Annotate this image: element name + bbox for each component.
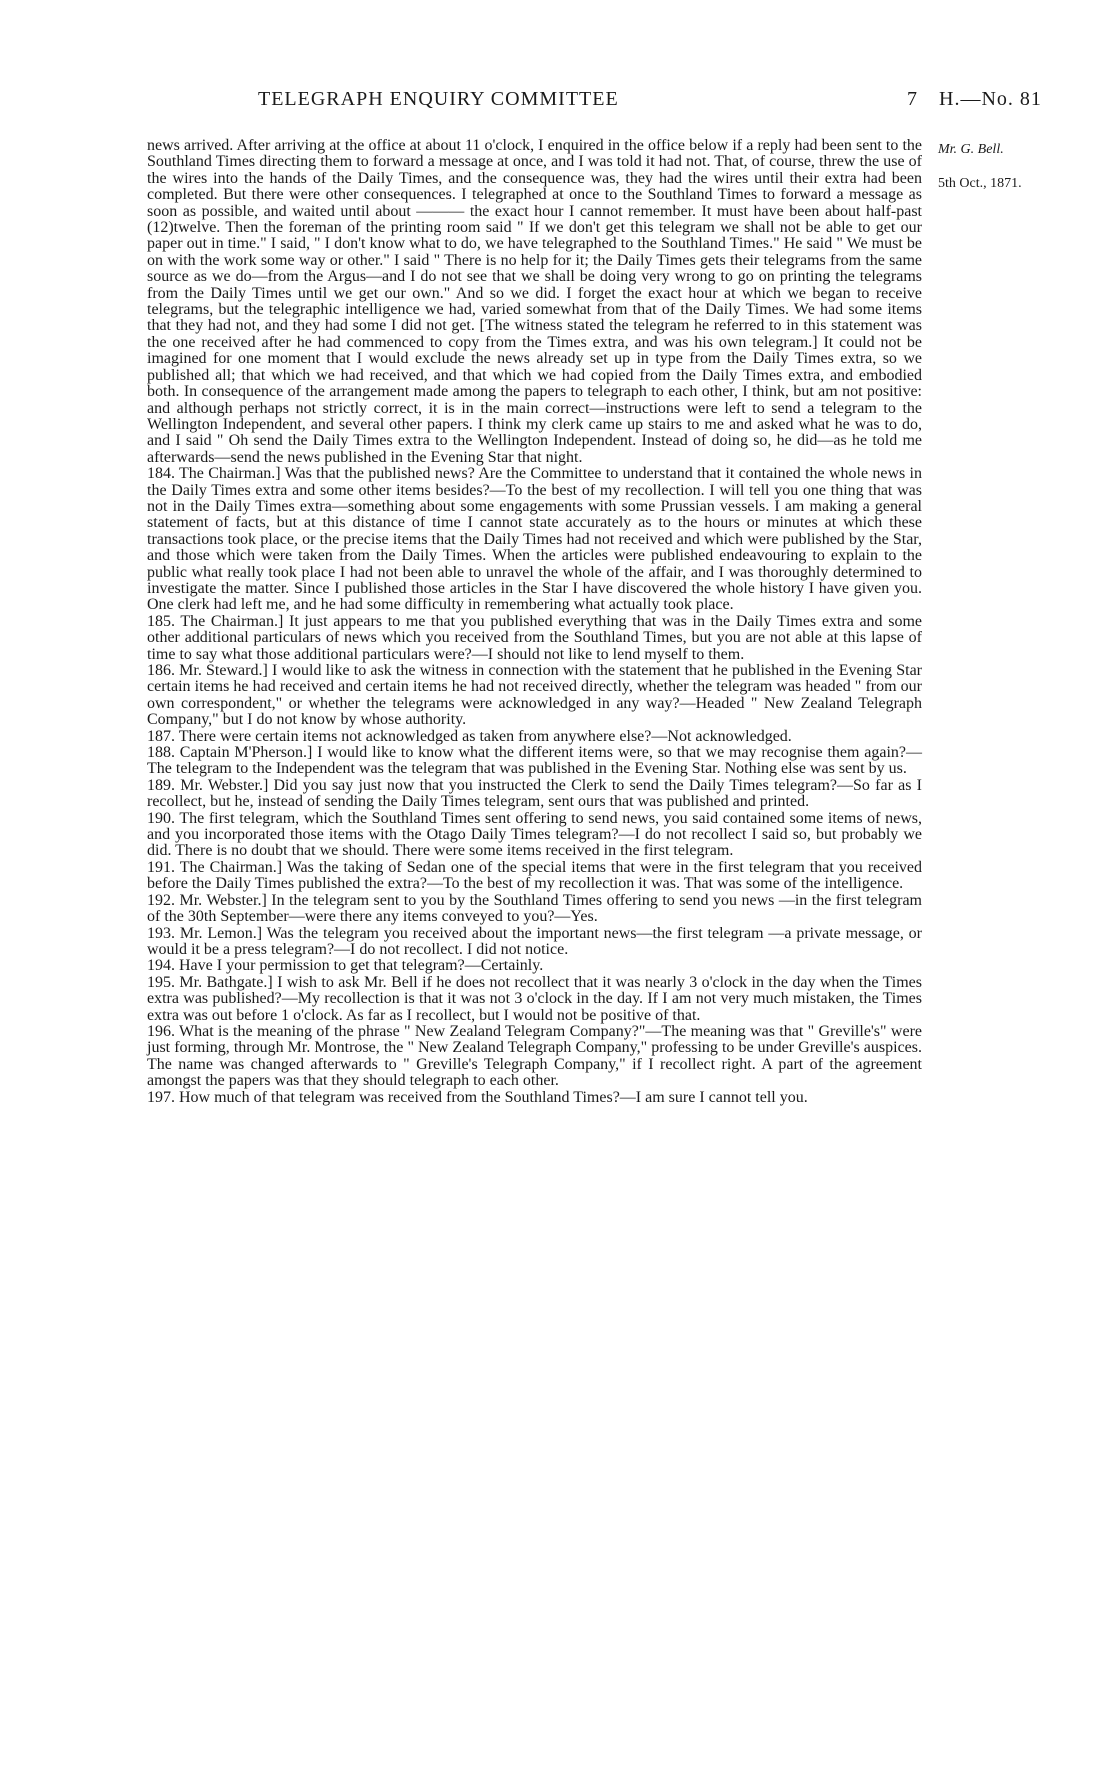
- paragraph-188: 188. Captain M'Pherson.] I would like to know what the different items were, so that we may recognise them again?—The telegram to the Independent was the telegram that was published in the Evening Star. Nothing else was sent by us.: [147, 744, 922, 778]
- paragraph-186: 186. Mr. Steward.] I would like to ask the witness in connection with the statement that he published in the Evening Star certain items he had received and certain items he had not received directly, whether the telegram was headed " from our own correspondent," or whether the telegrams were acknowledged in any way?—Headed " New Zealand Telegraph Company," but I do not know by whose authority.: [147, 662, 922, 729]
- paragraph-195: 195. Mr. Bathgate.] I wish to ask Mr. Bell if he does not recollect that it was nearly 3 o'clock in the day when the Times extra was published?—My recollection is that it was not 3 o'clock in the day. If I am not very much mistaken, the Times extra was out before 1 o'clock. As far as I recollect, but I would not be positive of that.: [147, 973, 922, 1024]
- running-title: TELEGRAPH ENQUIRY COMMITTEE: [258, 88, 619, 110]
- margin-witness-name: Mr. G. Bell.: [938, 142, 1004, 157]
- paragraph-187: 187. There were certain items not acknowledged as taken from anywhere else?—Not acknowledged.: [147, 727, 792, 745]
- paragraph-190: 190. The first telegram, which the Southland Times sent offering to send news, you said contained some items of news, and you incorporated those items with the Otago Daily Times telegram?—I do not recollect I said so, but probably we did. There is no doubt that we should. There were some items received in the first telegram.: [147, 809, 922, 860]
- paragraph-continuation: news arrived. After arriving at the office at about 11 o'clock, I enquired in the office below if a reply had been sent to the Southland Times directing them to forward a message at once, and I was told it had not. That, of course, threw the use of the wires into the hands of the Daily Times, and the consequence was, they had the wires until their extra had been completed. But there were other consequences. I telegraphed at once to the Southland Times to forward a message as soon as possible, and waited until about ——— the exact hour I cannot remember. It must have been about half-past (12)twelve. Then the foreman of the printing room said " If we don't get this telegram we shall not be able to get our paper out in time." I said, " I don't know what to do, we have telegraphed to the Southland Times." He said " We must be on with the work some way or other." I said " There is no help for it; the Daily Times gets their telegrams from the same source as we do—from the Argus—and I do not see that we shall be doing very wrong to go on printing the telegrams from the Daily Times until we get our own." And so we did. I forget the exact hour at which we began to receive telegrams, but the telegraphic intelligence we had, varied somewhat from that of the Daily Times. We had some items that they had not, and they had some I did not get. [The witness stated the telegram he referred to in this statement was the one received after he had commenced to copy from the Times extra, and was his own telegram.] It could not be imagined for one moment that I would exclude the news already set up in type from the Daily Times extra, so we published all; that which we had received, and that which we had copied from the Daily Times extra, and embodied both. In consequence of the arrangement made among the papers to telegraph to each other, I think, but am not positive: and although perhaps not strictly correct, it is in the main correct—instructions were left to send a telegram to the Wellington Independent, and several other papers. I think my clerk came up stairs to me and asked what he was to do, and I said " Oh send the Daily Times extra to the Wellington Independent. Instead of doing so, he did—as he told me afterwards—send the news published in the Evening Star that night.: [147, 137, 922, 466]
- paragraph-194: 194. Have I your permission to get that telegram?—Certainly.: [147, 957, 544, 975]
- paragraph-192: 192. Mr. Webster.] In the telegram sent to you by the Southland Times offering to send you news —in the first telegram of the 30th September—were there any items conveyed to you?—Yes.: [147, 891, 922, 926]
- margin-date: 5th Oct., 1871.: [938, 176, 1022, 191]
- body-text: [147, 138, 922, 1106]
- paragraph-193: 193. Mr. Lemon.] Was the telegram you received about the important news—the first telegram —a private message, or would it be a press telegram?—I do not recollect. I did not notice.: [147, 924, 922, 958]
- paragraph-191: 191. The Chairman.] Was the taking of Sedan one of the special items that were in the first telegram that you received before the Daily Times published the extra?—To the best of my recollection it was. That was some of the intelligence.: [147, 858, 922, 893]
- paragraph-197: 197. How much of that telegram was received from the Southland Times?—I am sure I cannot tell you.: [147, 1088, 808, 1106]
- paragraph-185: 185. The Chairman.] It just appears to me that you published everything that was in the Daily Times extra and some other additional particulars of news which you received from the Southland Times, but you are not able at this lapse of time to say what those additional particulars were?—I should not like to lend myself to them.: [147, 612, 922, 663]
- paragraph-184: 184. The Chairman.] Was that the published news? Are the Committee to understand that it contained the whole news in the Daily Times extra and some other items besides?—To the best of my recollection. I will tell you one thing that was not in the Daily Times extra—something about some engagements with some Prussian vessels. I am making a general statement of facts, but at this distance of time I cannot state accurately as to the hours or minutes at which these transactions took place, or the precise items that the Daily Times had not received and which were published by the Star, and those which were taken from the Daily Times. When the articles were published endeavouring to explain to the public what really took place I had not been able to unravel the whole of the affair, and I was thoroughly determined to investigate the matter. Since I published those articles in the Star I have discovered the whole history I have given you. One clerk had left me, and he had some difficulty in remembering what actually took place.: [147, 465, 922, 614]
- page-number: 7: [907, 88, 918, 110]
- paragraph-189: 189. Mr. Webster.] Did you say just now that you instructed the Clerk to send the Daily Times telegram?—So far as I recollect, but he, instead of sending the Daily Times telegram, sent ours that was published and printed.: [147, 776, 922, 811]
- paragraph-196: 196. What is the meaning of the phrase " New Zealand Telegram Company?"—The meaning was that " Greville's" were just forming, through Mr. Montrose, the " New Zealand Telegraph Company," professing to be under Greville's auspices. The name was changed afterwards to " Greville's Telegraph Company," if I recollect right. A part of the agreement amongst the papers was that they should telegraph to each other.: [147, 1022, 922, 1090]
- document-reference: H.—No. 81: [939, 88, 1042, 110]
- page-header: [0, 88, 1114, 118]
